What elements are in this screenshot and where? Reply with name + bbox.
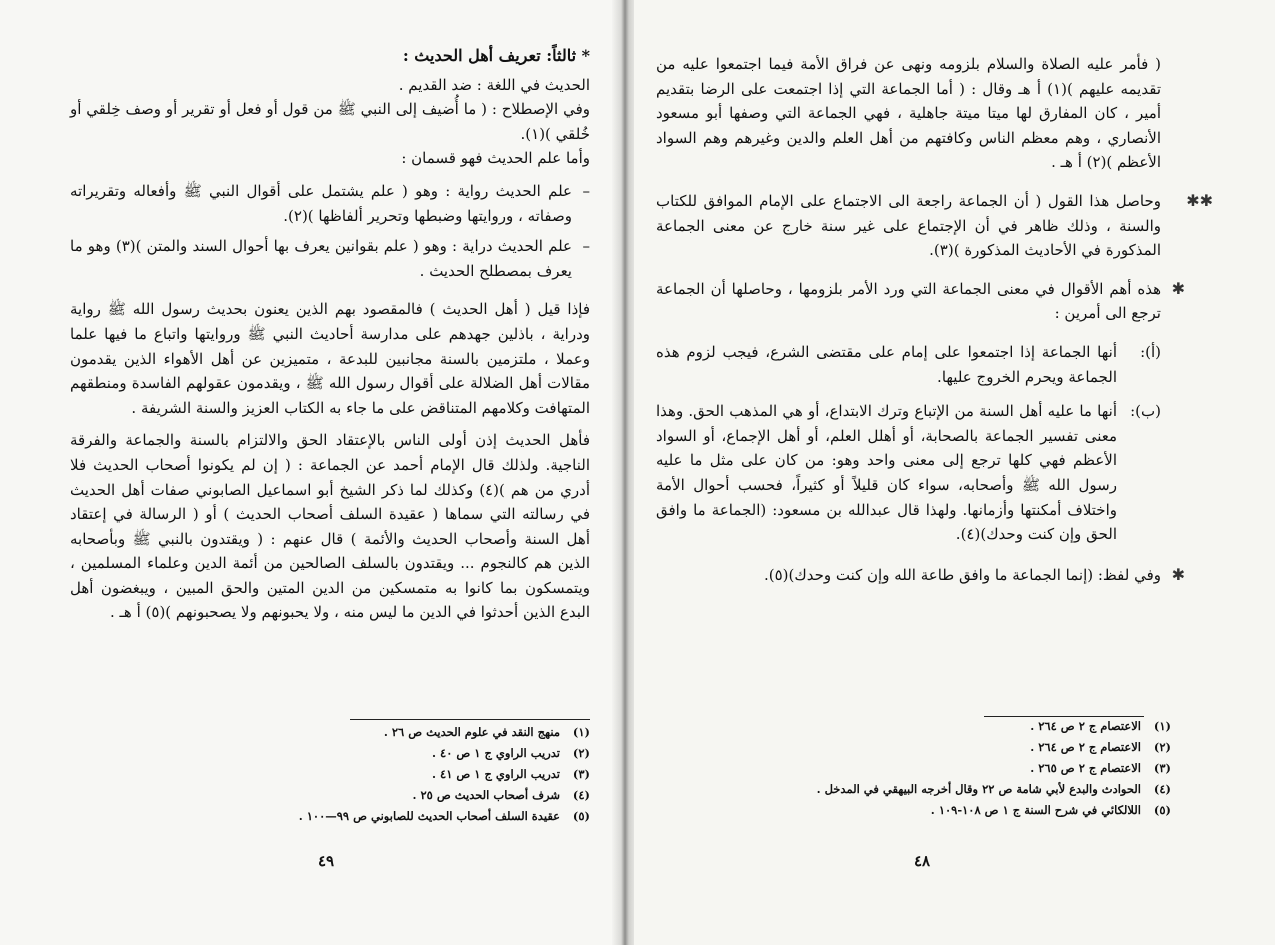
list-item xyxy=(656,399,1161,547)
dash-item-text: علم الحديث دراية : وهو ( علم بقوانين يعرف بها أحوال السند والمتن )(٣) وهو ما يعرف بمصطلح الحديث . xyxy=(70,237,572,280)
starred-paragraph xyxy=(656,563,1185,588)
list-item-key: (ب): xyxy=(1130,402,1161,421)
paragraph: وحاصل هذا القول ( أن الجماعة راجعة الى الاجتماع على الإمام الموافق للكتاب والسنة ، وذلك ظاهر في أن الإجتماع على غير سنة خارج عن معنى الجماعة المذكورة في الأحاديث المذكورة )(٣). xyxy=(656,191,1161,260)
footnotes xyxy=(791,716,1171,821)
page-49 xyxy=(0,0,620,945)
footnote: (٤)شرف أصحاب الحديث ص ٢٥ . xyxy=(412,788,590,802)
dash-item-text: علم الحديث رواية : وهو ( علم يشتمل على أقوال النبي ﷺ وأفعاله وتقريراته وصفاته ، وروايتها وضبطها وتحرير ألفاظها )(٢). xyxy=(70,181,572,225)
list-item-key: (أ): xyxy=(1140,342,1161,361)
page-48-body xyxy=(656,52,1213,587)
paragraph: فأهل الحديث إذن أولى الناس بالإعتقاد الحق والالتزام بالسنة والجماعة والفرقة الناجية. ولذلك قال الإمام أحمد عن الجماعة : ( إن لم يكونوا أصحاب الحديث فلا أدري من هم )(٤) وكذلك لما ذكر الشيخ أبو اسماعيل الصابوني صفات أهل الحديث في رسالته التي سماها ( عقيدة السلف أصحاب الحديث ) أو ( الرسالة في إعتقاد أهل السنة وأصحاب الحديث والأئمة ) قال عنهم : ( ويقتدون بالنبي ﷺ وبأصحابه الذين هم كالنجوم ... ويقتدون بالسلف الصالحين من أئمة الدين وعلماء المسلمين ، ويتمسكون بما كانوا به متمسكين من الدين المتين والحق المبين ، ويبغضون أهل البدع الذين أحدثوا في الدين ما ليس منه ، ولا يحبونهم ولا يصحبونهم )(٥) أ هـ . xyxy=(70,431,590,622)
starred-paragraph xyxy=(656,277,1185,326)
footnote: (٢)تدريب الراوي ج ١ ص ٤٠ . xyxy=(432,746,590,760)
page-49-body xyxy=(70,44,590,625)
footnote: (٥)اللالكائي في شرح السنة ج ١ ص ١٠٨-١٠٩ . xyxy=(930,803,1171,817)
dash-marker: – xyxy=(582,237,590,256)
footnote: (٤)الحوادث والبدع لأبي شامة ص ٢٢ وقال أخرجه البيهقي في المدخل . xyxy=(816,782,1171,796)
footnote: (٥)عقيدة السلف أصحاب الحديث للصابوني ص ٩٩—١٠٠ . xyxy=(298,809,590,823)
paragraph: ( فأمر عليه الصلاة والسلام بلزومه ونهى عن فراق الأمة فيما اجتمعوا عليه من تقديمه عليهم )(١) أ هـ وقال : ( أما الجماعة التي إذا اجتمعت على الرضا بتقديم أمير ، كان المفارق لها ميتا ميتة جاهلية ، فهي الجماعة التي وصفها أبو مسعود الأنصاري ، وهم معظم الناس وكافتهم من أهل العلم والدين وغيرهم وهم السواد الأعظم )(٢) أ هـ . xyxy=(656,55,1161,172)
body-line: الحديث في اللغة : ضد القديم . xyxy=(398,75,590,94)
footnote-rule xyxy=(350,719,590,720)
double-star-icon: ✱✱ xyxy=(1186,190,1213,210)
body-line: وأما علم الحديث فهو قسمان : xyxy=(401,149,590,168)
star-icon: ✱ xyxy=(1171,564,1185,584)
footnote: (٢)الاعتصام ج ٢ ص ٢٦٤ . xyxy=(1030,740,1171,754)
star-icon: ✱ xyxy=(1171,278,1185,298)
paragraph: وفي لفظ: (إنما الجماعة ما وافق طاعة الله وإن كنت وحدك)(٥). xyxy=(763,565,1161,584)
starred-paragraph xyxy=(656,189,1213,263)
list-item-text: أنها ما عليه أهل السنة من الإتباع وترك الابتداع، أو هي المذهب الحق. وهذا معنى تفسير الجماعة بالصحابة، أو أهلل العلم، أو أهل الإجماع، أو السواد الأعظم فهي كلها ترجع إلى معنى واحد وهو: من كان على مثل ما عليه رسول الله ﷺ وأصحابه، سواء كان قليلاً أو كثيراً، فحسب أحوال الأمة واختلاف أمكنتها وأزمانها. ولهذا قال عبدالله بن مسعود: (الجماعة ما وافق الحق وإن كنت وحدك)(٤). xyxy=(656,402,1117,544)
page-number: ٤٩ xyxy=(318,852,335,870)
footnote: (١)منهج النقد في علوم الحديث ص ٢٦ . xyxy=(383,725,590,739)
list-item xyxy=(656,340,1161,389)
dash-marker: – xyxy=(582,181,590,200)
section-heading: * ثالثاً: تعريف أهل الحديث : xyxy=(402,46,590,65)
footnote: (٣)الاعتصام ج ٢ ص ٢٦٥ . xyxy=(1030,761,1171,775)
paragraph: هذه أهم الأقوال في معنى الجماعة التي ورد الأمر بلزومها ، وحاصلها أن الجماعة ترجع الى أمرين : xyxy=(656,279,1161,323)
footnote: (١)الاعتصام ج ٢ ص ٢٦٤ . xyxy=(1030,719,1171,733)
footnotes xyxy=(190,722,590,827)
page-48 xyxy=(634,0,1275,945)
body-line: وفي الإصطلاح : ( ما أُضيف إلى النبي ﷺ من قول أو فعل أو تقرير أو وصف خِلقي أو خُلقي )(١). xyxy=(70,100,590,143)
page-number: ٤٨ xyxy=(914,852,931,870)
paragraph: فإذا قيل ( أهل الحديث ) فالمقصود بهم الذين يعنون بحديث رسول الله ﷺ رواية ودراية ، باذلين جهدهم على مدارسة أحاديث النبي ﷺ وروايتها واتباع ما فيها علما وعملا ، ملتزمين بالسنة مجانبين للبدعة ، متميزين عن أهل الأهواء الذين يقدمون مقالات أهل الضلالة على أقوال رسول الله ﷺ ، ويقدمون عقولهم الفاسدة ومنطقهم المتهافت وكلامهم المتناقض على ما جاء به الكتاب العزيز والسنة الشريفة . xyxy=(70,300,590,417)
list-item-text: أنها الجماعة إذا اجتمعوا على إمام على مقتضى الشرع، فيجب لزوم هذه الجماعة ويحرم الخروج عليها. xyxy=(656,342,1117,386)
dash-item xyxy=(70,179,590,228)
footnote: (٣)تدريب الراوي ج ١ ص ٤١ . xyxy=(432,767,590,781)
dash-item xyxy=(70,234,590,283)
